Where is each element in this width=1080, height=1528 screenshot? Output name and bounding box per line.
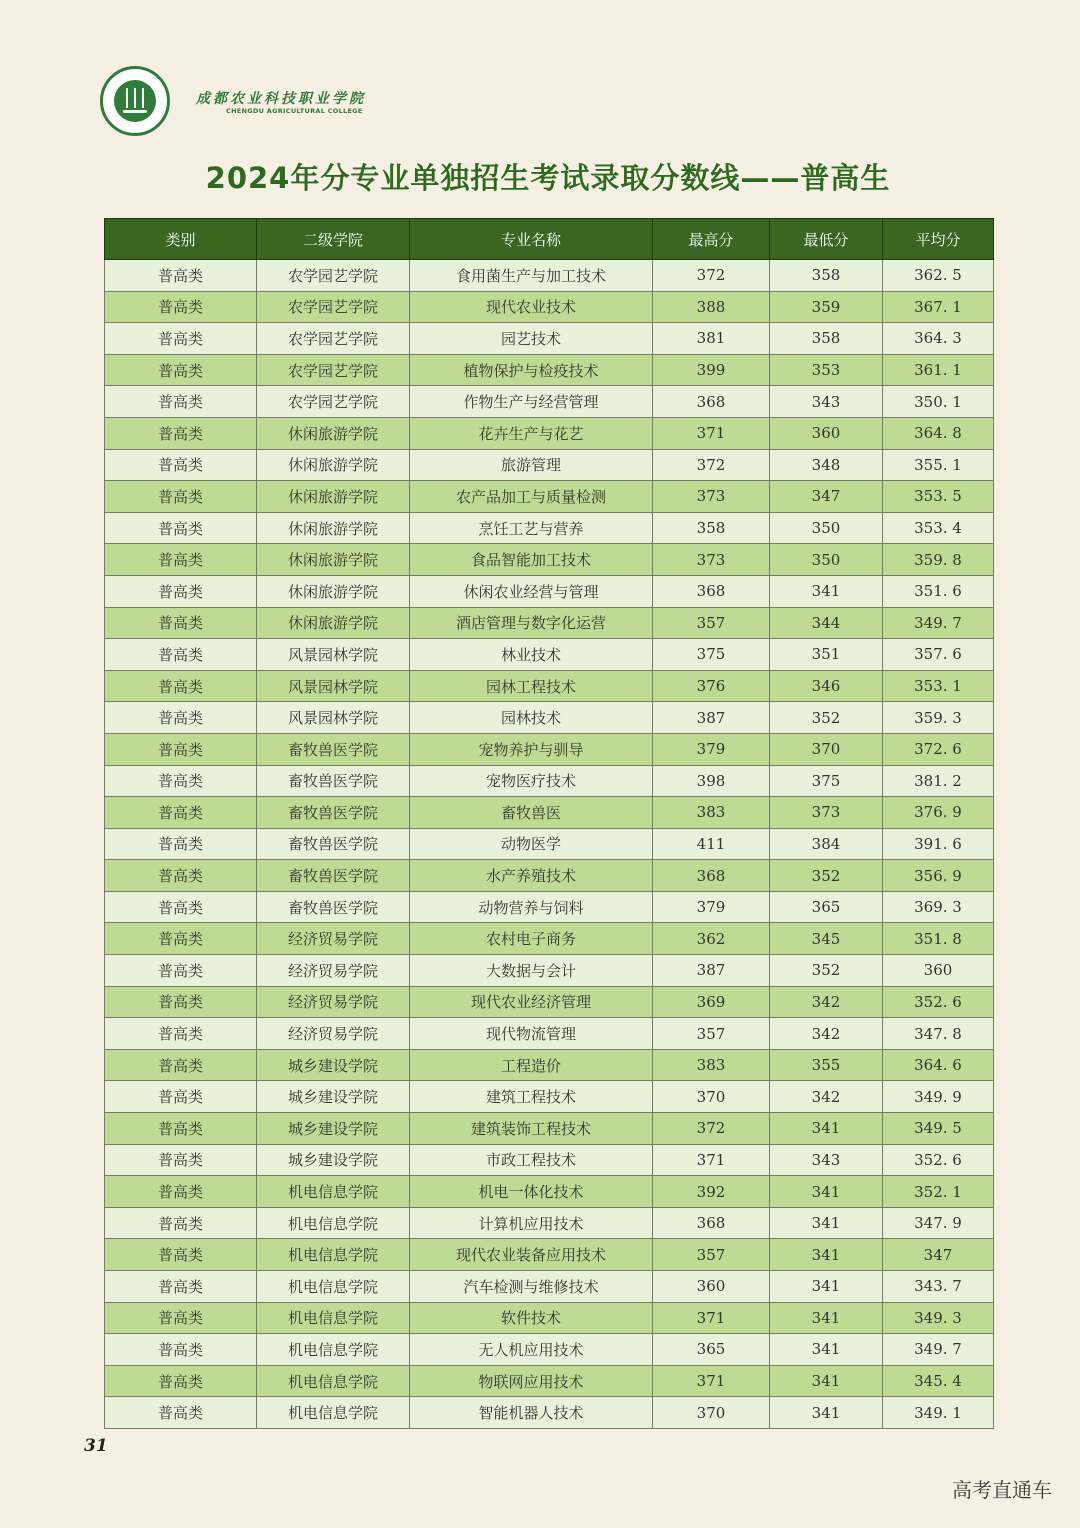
- cell-college: 机电信息学院: [257, 1334, 410, 1366]
- table-row: [105, 1176, 994, 1208]
- cell-avg-score: 359. 3: [883, 702, 994, 734]
- cell-category: 普高类: [105, 765, 257, 797]
- cell-max-score: 357: [653, 607, 770, 639]
- cell-college: 经济贸易学院: [257, 923, 410, 955]
- cell-max-score: 370: [653, 1081, 770, 1113]
- cell-avg-score: 351. 6: [883, 575, 994, 607]
- cell-college: 农学园艺学院: [257, 323, 410, 355]
- cell-min-score: 342: [770, 986, 883, 1018]
- cell-max-score: 388: [653, 291, 770, 323]
- cell-college: 农学园艺学院: [257, 291, 410, 323]
- cell-min-score: 355: [770, 1049, 883, 1081]
- cell-avg-score: 356. 9: [883, 860, 994, 892]
- cell-max-score: 372: [653, 449, 770, 481]
- cell-major: 建筑装饰工程技术: [410, 1113, 653, 1145]
- cell-avg-score: 381. 2: [883, 765, 994, 797]
- cell-max-score: 381: [653, 323, 770, 355]
- header-min-score: 最低分: [770, 219, 883, 260]
- cell-major: 园林技术: [410, 702, 653, 734]
- cell-avg-score: 353. 1: [883, 670, 994, 702]
- cell-major: 工程造价: [410, 1049, 653, 1081]
- cell-avg-score: 345. 4: [883, 1365, 994, 1397]
- college-name-en: CHENGDU AGRICULTURAL COLLEGE: [226, 107, 363, 115]
- cell-avg-score: 391. 6: [883, 828, 994, 860]
- cell-max-score: 387: [653, 955, 770, 987]
- table-row: [105, 923, 994, 955]
- cell-category: 普高类: [105, 1334, 257, 1366]
- cell-category: 普高类: [105, 1207, 257, 1239]
- header-major: 专业名称: [410, 219, 653, 260]
- cell-college: 经济贸易学院: [257, 986, 410, 1018]
- cell-college: 畜牧兽医学院: [257, 797, 410, 829]
- table-row: [105, 986, 994, 1018]
- cell-college: 机电信息学院: [257, 1302, 410, 1334]
- cell-major: 现代农业经济管理: [410, 986, 653, 1018]
- table-row: [105, 1302, 994, 1334]
- cell-category: 普高类: [105, 512, 257, 544]
- cell-category: 普高类: [105, 291, 257, 323]
- cell-college: 休闲旅游学院: [257, 449, 410, 481]
- cell-max-score: 399: [653, 354, 770, 386]
- cell-college: 休闲旅游学院: [257, 607, 410, 639]
- cell-college: 畜牧兽医学院: [257, 891, 410, 923]
- cell-min-score: 370: [770, 733, 883, 765]
- table-row: [105, 670, 994, 702]
- cell-category: 普高类: [105, 1271, 257, 1303]
- cell-min-score: 341: [770, 1302, 883, 1334]
- cell-major: 水产养殖技术: [410, 860, 653, 892]
- cell-max-score: 373: [653, 544, 770, 576]
- cell-max-score: 379: [653, 733, 770, 765]
- cell-major: 酒店管理与数字化运营: [410, 607, 653, 639]
- cell-category: 普高类: [105, 1365, 257, 1397]
- cell-max-score: 372: [653, 260, 770, 292]
- cell-min-score: 358: [770, 260, 883, 292]
- cell-college: 农学园艺学院: [257, 386, 410, 418]
- cell-college: 机电信息学院: [257, 1239, 410, 1271]
- cell-min-score: 360: [770, 417, 883, 449]
- cell-avg-score: 360: [883, 955, 994, 987]
- cell-max-score: 376: [653, 670, 770, 702]
- cell-max-score: 368: [653, 575, 770, 607]
- cell-min-score: 365: [770, 891, 883, 923]
- cell-avg-score: 353. 5: [883, 481, 994, 513]
- cell-college: 城乡建设学院: [257, 1049, 410, 1081]
- table-row: [105, 386, 994, 418]
- watermark-text: 高考直通车: [952, 1478, 1052, 1502]
- cell-max-score: 372: [653, 1113, 770, 1145]
- cell-max-score: 369: [653, 986, 770, 1018]
- cell-max-score: 365: [653, 1334, 770, 1366]
- cell-min-score: 358: [770, 323, 883, 355]
- cell-category: 普高类: [105, 986, 257, 1018]
- table-row: [105, 828, 994, 860]
- cell-max-score: 368: [653, 386, 770, 418]
- cell-major: 建筑工程技术: [410, 1081, 653, 1113]
- cell-college: 畜牧兽医学院: [257, 733, 410, 765]
- table-row: [105, 1018, 994, 1050]
- table-row: [105, 1049, 994, 1081]
- cell-min-score: 343: [770, 1144, 883, 1176]
- cell-college: 城乡建设学院: [257, 1113, 410, 1145]
- cell-max-score: 358: [653, 512, 770, 544]
- table-row: [105, 481, 994, 513]
- cell-college: 经济贸易学院: [257, 955, 410, 987]
- cell-avg-score: 355. 1: [883, 449, 994, 481]
- cell-min-score: 346: [770, 670, 883, 702]
- cell-min-score: 352: [770, 860, 883, 892]
- cell-category: 普高类: [105, 260, 257, 292]
- cell-max-score: 360: [653, 1271, 770, 1303]
- cell-major: 园林工程技术: [410, 670, 653, 702]
- cell-min-score: 341: [770, 1239, 883, 1271]
- cell-college: 休闲旅游学院: [257, 512, 410, 544]
- table-row: [105, 323, 994, 355]
- cell-avg-score: 372. 6: [883, 733, 994, 765]
- cell-major: 林业技术: [410, 639, 653, 671]
- cell-max-score: 375: [653, 639, 770, 671]
- table-row: [105, 291, 994, 323]
- table-row: [105, 354, 994, 386]
- cell-major: 花卉生产与花艺: [410, 417, 653, 449]
- cell-major: 智能机器人技术: [410, 1397, 653, 1429]
- table-row: [105, 1271, 994, 1303]
- cell-major: 农村电子商务: [410, 923, 653, 955]
- cell-college: 城乡建设学院: [257, 1081, 410, 1113]
- cell-min-score: 341: [770, 1207, 883, 1239]
- cell-avg-score: 364. 3: [883, 323, 994, 355]
- cell-category: 普高类: [105, 1144, 257, 1176]
- cell-max-score: 398: [653, 765, 770, 797]
- cell-category: 普高类: [105, 544, 257, 576]
- cell-category: 普高类: [105, 1239, 257, 1271]
- table-row: [105, 607, 994, 639]
- table-row: [105, 417, 994, 449]
- cell-min-score: 350: [770, 512, 883, 544]
- cell-avg-score: 351. 8: [883, 923, 994, 955]
- page-number: 31: [84, 1436, 108, 1456]
- cell-min-score: 384: [770, 828, 883, 860]
- cell-min-score: 341: [770, 1113, 883, 1145]
- table-row: [105, 512, 994, 544]
- header-max-score: 最高分: [653, 219, 770, 260]
- cell-category: 普高类: [105, 702, 257, 734]
- cell-major: 动物医学: [410, 828, 653, 860]
- cell-category: 普高类: [105, 1397, 257, 1429]
- cell-avg-score: 349. 9: [883, 1081, 994, 1113]
- cell-max-score: 373: [653, 481, 770, 513]
- cell-avg-score: 349. 5: [883, 1113, 994, 1145]
- header-category: 类别: [105, 219, 257, 260]
- cell-major: 植物保护与检疫技术: [410, 354, 653, 386]
- cell-category: 普高类: [105, 1113, 257, 1145]
- cell-major: 宠物养护与驯导: [410, 733, 653, 765]
- cell-major: 园艺技术: [410, 323, 653, 355]
- cell-min-score: 341: [770, 1176, 883, 1208]
- college-logo-icon: [100, 66, 170, 136]
- cell-avg-score: 376. 9: [883, 797, 994, 829]
- cell-college: 休闲旅游学院: [257, 544, 410, 576]
- cell-min-score: 341: [770, 575, 883, 607]
- cell-college: 风景园林学院: [257, 670, 410, 702]
- table-row: [105, 1113, 994, 1145]
- table-header-row: [105, 219, 994, 260]
- cell-min-score: 375: [770, 765, 883, 797]
- table-row: [105, 260, 994, 292]
- cell-max-score: 371: [653, 1144, 770, 1176]
- cell-category: 普高类: [105, 481, 257, 513]
- cell-category: 普高类: [105, 1081, 257, 1113]
- table-row: [105, 955, 994, 987]
- cell-min-score: 341: [770, 1334, 883, 1366]
- cell-major: 现代农业技术: [410, 291, 653, 323]
- cell-category: 普高类: [105, 323, 257, 355]
- cell-max-score: 411: [653, 828, 770, 860]
- cell-category: 普高类: [105, 1049, 257, 1081]
- cell-major: 软件技术: [410, 1302, 653, 1334]
- cell-major: 市政工程技术: [410, 1144, 653, 1176]
- cell-min-score: 352: [770, 955, 883, 987]
- table-row: [105, 797, 994, 829]
- cell-min-score: 341: [770, 1365, 883, 1397]
- cell-avg-score: 347. 9: [883, 1207, 994, 1239]
- cell-max-score: 357: [653, 1239, 770, 1271]
- cell-major: 现代农业装备应用技术: [410, 1239, 653, 1271]
- cell-major: 物联网应用技术: [410, 1365, 653, 1397]
- cell-avg-score: 364. 8: [883, 417, 994, 449]
- cell-category: 普高类: [105, 354, 257, 386]
- cell-category: 普高类: [105, 575, 257, 607]
- cell-avg-score: 369. 3: [883, 891, 994, 923]
- cell-category: 普高类: [105, 449, 257, 481]
- cell-major: 作物生产与经营管理: [410, 386, 653, 418]
- cell-college: 风景园林学院: [257, 639, 410, 671]
- cell-category: 普高类: [105, 607, 257, 639]
- table-row: [105, 544, 994, 576]
- cell-major: 旅游管理: [410, 449, 653, 481]
- cell-college: 农学园艺学院: [257, 260, 410, 292]
- scores-table: [104, 218, 994, 1429]
- cell-category: 普高类: [105, 1018, 257, 1050]
- table-row: [105, 449, 994, 481]
- cell-category: 普高类: [105, 860, 257, 892]
- cell-avg-score: 357. 6: [883, 639, 994, 671]
- cell-avg-score: 359. 8: [883, 544, 994, 576]
- cell-avg-score: 353. 4: [883, 512, 994, 544]
- cell-avg-score: 349. 1: [883, 1397, 994, 1429]
- cell-college: 机电信息学院: [257, 1176, 410, 1208]
- cell-avg-score: 364. 6: [883, 1049, 994, 1081]
- cell-major: 食品智能加工技术: [410, 544, 653, 576]
- table-row: [105, 1144, 994, 1176]
- cell-max-score: 387: [653, 702, 770, 734]
- table-body: [105, 260, 994, 1429]
- cell-avg-score: 347: [883, 1239, 994, 1271]
- cell-max-score: 383: [653, 1049, 770, 1081]
- cell-college: 机电信息学院: [257, 1365, 410, 1397]
- cell-major: 机电一体化技术: [410, 1176, 653, 1208]
- cell-college: 畜牧兽医学院: [257, 828, 410, 860]
- cell-min-score: 373: [770, 797, 883, 829]
- table-row: [105, 860, 994, 892]
- cell-avg-score: 361. 1: [883, 354, 994, 386]
- cell-avg-score: 352. 6: [883, 1144, 994, 1176]
- table-row: [105, 639, 994, 671]
- cell-avg-score: 349. 3: [883, 1302, 994, 1334]
- cell-college: 经济贸易学院: [257, 1018, 410, 1050]
- cell-category: 普高类: [105, 797, 257, 829]
- cell-major: 烹饪工艺与营养: [410, 512, 653, 544]
- table-row: [105, 1365, 994, 1397]
- cell-category: 普高类: [105, 891, 257, 923]
- cell-min-score: 341: [770, 1271, 883, 1303]
- cell-college: 城乡建设学院: [257, 1144, 410, 1176]
- cell-college: 机电信息学院: [257, 1271, 410, 1303]
- cell-max-score: 371: [653, 1302, 770, 1334]
- cell-category: 普高类: [105, 417, 257, 449]
- cell-min-score: 347: [770, 481, 883, 513]
- cell-min-score: 359: [770, 291, 883, 323]
- cell-category: 普高类: [105, 670, 257, 702]
- cell-major: 汽车检测与维修技术: [410, 1271, 653, 1303]
- cell-college: 休闲旅游学院: [257, 417, 410, 449]
- cell-max-score: 371: [653, 1365, 770, 1397]
- cell-max-score: 370: [653, 1397, 770, 1429]
- cell-max-score: 368: [653, 1207, 770, 1239]
- cell-max-score: 379: [653, 891, 770, 923]
- cell-major: 食用菌生产与加工技术: [410, 260, 653, 292]
- cell-major: 现代物流管理: [410, 1018, 653, 1050]
- cell-avg-score: 352. 6: [883, 986, 994, 1018]
- cell-category: 普高类: [105, 386, 257, 418]
- table-row: [105, 1081, 994, 1113]
- header-college: 二级学院: [257, 219, 410, 260]
- table-row: [105, 702, 994, 734]
- cell-min-score: 344: [770, 607, 883, 639]
- college-name-cn: 成都农业科技职业学院: [196, 91, 366, 107]
- cell-min-score: 348: [770, 449, 883, 481]
- table-row: [105, 575, 994, 607]
- cell-min-score: 343: [770, 386, 883, 418]
- cell-max-score: 368: [653, 860, 770, 892]
- cell-college: 休闲旅游学院: [257, 481, 410, 513]
- cell-min-score: 351: [770, 639, 883, 671]
- cell-category: 普高类: [105, 828, 257, 860]
- header-avg-score: 平均分: [883, 219, 994, 260]
- cell-college: 机电信息学院: [257, 1207, 410, 1239]
- cell-category: 普高类: [105, 733, 257, 765]
- cell-max-score: 371: [653, 417, 770, 449]
- cell-major: 畜牧兽医: [410, 797, 653, 829]
- cell-major: 动物营养与饲料: [410, 891, 653, 923]
- cell-min-score: 345: [770, 923, 883, 955]
- cell-major: 大数据与会计: [410, 955, 653, 987]
- cell-category: 普高类: [105, 1302, 257, 1334]
- table-row: [105, 1239, 994, 1271]
- cell-min-score: 352: [770, 702, 883, 734]
- cell-major: 无人机应用技术: [410, 1334, 653, 1366]
- table-row: [105, 733, 994, 765]
- table-row: [105, 891, 994, 923]
- cell-college: 畜牧兽医学院: [257, 860, 410, 892]
- cell-avg-score: 343. 7: [883, 1271, 994, 1303]
- cell-max-score: 357: [653, 1018, 770, 1050]
- cell-avg-score: 349. 7: [883, 607, 994, 639]
- cell-major: 农产品加工与质量检测: [410, 481, 653, 513]
- cell-college: 机电信息学院: [257, 1397, 410, 1429]
- cell-category: 普高类: [105, 923, 257, 955]
- cell-avg-score: 367. 1: [883, 291, 994, 323]
- cell-college: 农学园艺学院: [257, 354, 410, 386]
- table-row: [105, 1207, 994, 1239]
- cell-college: 风景园林学院: [257, 702, 410, 734]
- cell-major: 休闲农业经营与管理: [410, 575, 653, 607]
- cell-avg-score: 349. 7: [883, 1334, 994, 1366]
- cell-min-score: 342: [770, 1081, 883, 1113]
- cell-avg-score: 352. 1: [883, 1176, 994, 1208]
- cell-min-score: 342: [770, 1018, 883, 1050]
- cell-college: 休闲旅游学院: [257, 575, 410, 607]
- cell-max-score: 383: [653, 797, 770, 829]
- cell-avg-score: 350. 1: [883, 386, 994, 418]
- cell-category: 普高类: [105, 639, 257, 671]
- table-row: [105, 1334, 994, 1366]
- cell-max-score: 392: [653, 1176, 770, 1208]
- cell-college: 畜牧兽医学院: [257, 765, 410, 797]
- cell-max-score: 362: [653, 923, 770, 955]
- page-title: 2024年分专业单独招生考试录取分数线——普高生: [205, 161, 891, 195]
- cell-avg-score: 362. 5: [883, 260, 994, 292]
- cell-major: 宠物医疗技术: [410, 765, 653, 797]
- cell-major: 计算机应用技术: [410, 1207, 653, 1239]
- table-row: [105, 765, 994, 797]
- cell-category: 普高类: [105, 1176, 257, 1208]
- table-row: [105, 1397, 994, 1429]
- cell-min-score: 350: [770, 544, 883, 576]
- college-header: [100, 66, 620, 136]
- cell-category: 普高类: [105, 955, 257, 987]
- cell-min-score: 341: [770, 1397, 883, 1429]
- cell-min-score: 353: [770, 354, 883, 386]
- cell-avg-score: 347. 8: [883, 1018, 994, 1050]
